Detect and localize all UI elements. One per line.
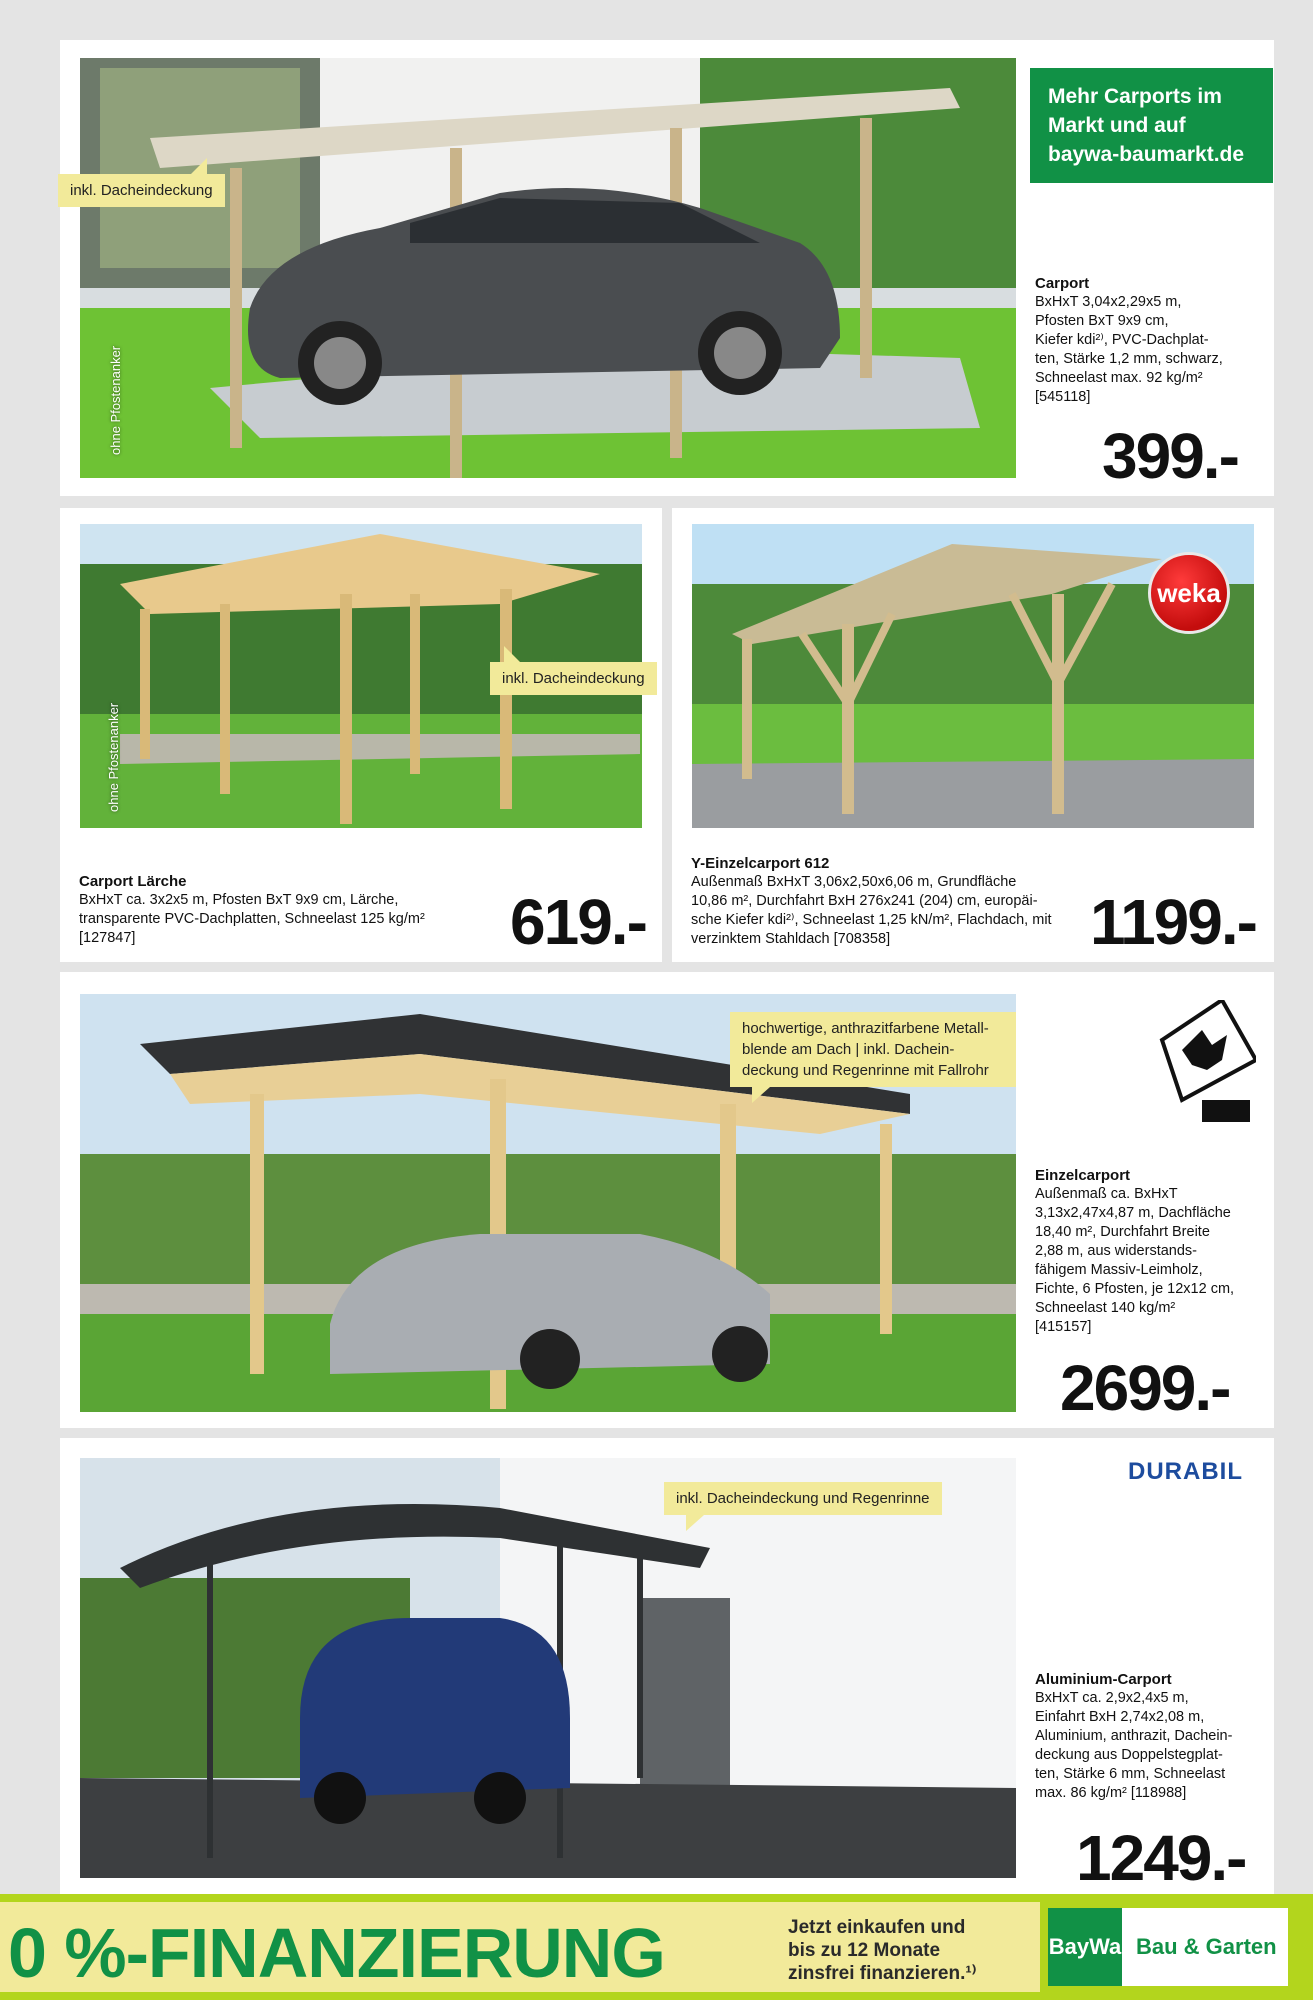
product-desc-line: 3,13x2,47x4,87 m, Dachfläche: [1035, 1205, 1231, 1221]
baywa-logo[interactable]: [1048, 1908, 1288, 1986]
side-label-no-post-anchor: ohne Pfostenanker: [106, 702, 121, 812]
product-desc-line: Einfahrt BxH 2,74x2,08 m,: [1035, 1709, 1205, 1725]
product-desc-line: Kiefer kdi²⁾, PVC-Dachplat-: [1035, 332, 1209, 348]
baywa-logo-mark: BayWa: [1048, 1908, 1122, 1986]
callout-roofing-gutter: inkl. Dacheindeckung und Regenrinne: [664, 1482, 942, 1515]
product-title: Y-Einzelcarport 612: [691, 855, 830, 872]
product-desc-line: Schneelast 140 kg/m²: [1035, 1300, 1176, 1316]
product-desc-line: 2,88 m, aus widerstands-: [1035, 1243, 1197, 1259]
product-info-y-einzelcarport: [691, 854, 1091, 949]
financing-text-line: zinsfrei finanzieren.¹⁾: [788, 1963, 977, 1984]
product-desc-line: fähigem Massiv-Leimholz,: [1035, 1262, 1203, 1278]
baywa-logo-text: Bau & Garten: [1136, 1934, 1277, 1959]
product-desc-line: Schneelast max. 92 kg/m²: [1035, 370, 1203, 386]
product-desc-line: 18,40 m², Durchfahrt Breite: [1035, 1224, 1210, 1240]
weka-logo: weka: [1148, 552, 1230, 634]
callout-roofing: inkl. Dacheindeckung: [490, 662, 657, 695]
product-desc-line: BxHxT ca. 3x2x5 m, Pfosten BxT 9x9 cm, Lärche,: [79, 892, 399, 908]
aluminium-carport-photo: [80, 1458, 1016, 1878]
product-desc-line: 10,86 m², Durchfahrt BxH 276x241 (204) cm, europäi-: [691, 893, 1038, 909]
product-info-aluminium-carport: [1035, 1670, 1265, 1803]
product-desc-line: Außenmaß ca. BxHxT: [1035, 1186, 1178, 1202]
product-desc-line: Aluminium, anthrazit, Dachein-: [1035, 1728, 1233, 1744]
product-desc-line: sche Kiefer kdi²⁾, Schneelast 1,25 kN/m², Flachdach, mit: [691, 912, 1052, 928]
product-title: Carport Lärche: [79, 873, 187, 890]
product-price: 1249.-: [1076, 1822, 1246, 1894]
financing-headline: 0 %-FINANZIERUNG: [8, 1914, 665, 1992]
product-price: 2699.-: [1060, 1352, 1230, 1424]
product-desc-line: [415157]: [1035, 1319, 1092, 1335]
product-desc-line: Pfosten BxT 9x9 cm,: [1035, 313, 1169, 329]
promo-line-2: Markt und auf: [1048, 114, 1186, 137]
product-desc-line: BxHxT 3,04x2,29x5 m,: [1035, 294, 1182, 310]
financing-text-line: Jetzt einkaufen und: [788, 1917, 966, 1938]
product-desc-line: max. 86 kg/m² [118988]: [1035, 1785, 1187, 1801]
financing-text: [788, 1916, 1028, 1985]
callout-metal-fascia: [730, 1012, 1016, 1087]
product-info-carport-laerche: [79, 872, 479, 948]
promo-more-carports[interactable]: [1030, 68, 1273, 183]
product-desc-line: ten, Stärke 6 mm, Schneelast: [1035, 1766, 1226, 1782]
side-label-no-post-anchor: ohne Pfostenanker: [108, 345, 123, 455]
promo-line-3: baywa-baumarkt.de: [1048, 143, 1245, 166]
carport-photo: [80, 58, 1016, 478]
certification-seal-icon: [1152, 1000, 1256, 1126]
product-desc-line: [127847]: [79, 930, 136, 946]
callout-line: hochwertige, anthrazitfarbene Metall-: [742, 1020, 989, 1037]
product-desc-line: transparente PVC-Dachplatten, Schneelast 125 kg/m²: [79, 911, 425, 927]
product-desc-line: Außenmaß BxHxT 3,06x2,50x6,06 m, Grundfläche: [691, 874, 1017, 890]
product-title: Einzelcarport: [1035, 1167, 1131, 1184]
callout-roofing: inkl. Dacheindeckung: [58, 174, 225, 207]
product-desc-line: BxHxT ca. 2,9x2,4x5 m,: [1035, 1690, 1189, 1706]
product-title: Aluminium-Carport: [1035, 1671, 1172, 1688]
product-price: 1199.-: [1090, 886, 1256, 958]
product-desc-line: ten, Stärke 1,2 mm, schwarz,: [1035, 351, 1223, 367]
product-price: 619.-: [510, 886, 646, 958]
callout-line: deckung und Regenrinne mit Fallrohr: [742, 1062, 989, 1079]
financing-footer: [0, 1894, 1313, 2000]
financing-banner: [0, 1902, 1040, 1992]
financing-text-line: bis zu 12 Monate: [788, 1940, 941, 1961]
product-title: Carport: [1035, 275, 1090, 292]
product-price: 399.-: [1102, 420, 1238, 492]
product-info-einzelcarport: [1035, 1166, 1265, 1337]
promo-line-1: Mehr Carports im: [1048, 85, 1222, 108]
product-desc-line: deckung aus Doppelstegplat-: [1035, 1747, 1223, 1763]
durabil-logo: DURABIL: [1128, 1458, 1243, 1485]
product-desc-line: verzinktem Stahldach [708358]: [691, 931, 891, 947]
product-desc-line: [545118]: [1035, 389, 1091, 405]
product-desc-line: Fichte, 6 Pfosten, je 12x12 cm,: [1035, 1281, 1235, 1297]
callout-line: blende am Dach | inkl. Dachein-: [742, 1041, 955, 1058]
product-info-carport: [1035, 274, 1265, 407]
